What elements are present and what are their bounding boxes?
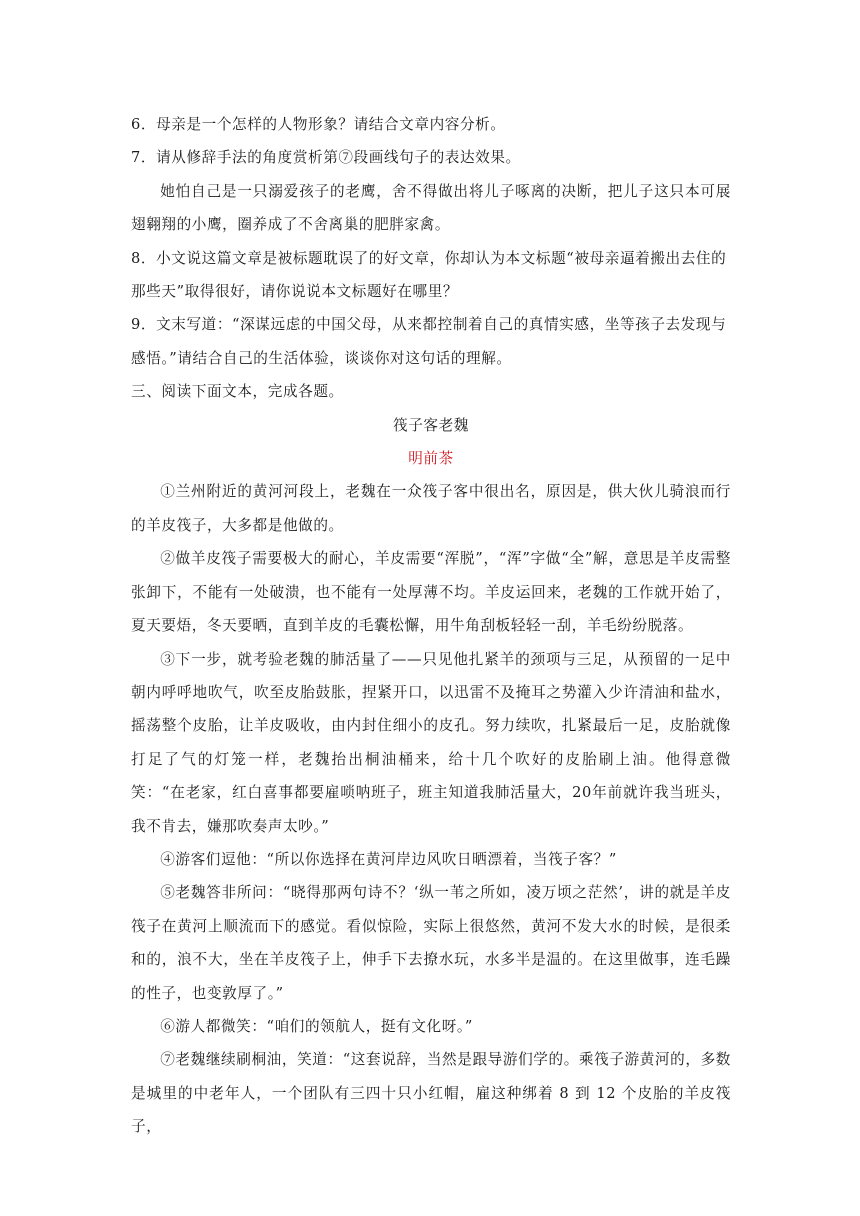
paragraph-3: ③下一步，就考验老魏的肺活量了——只见他扎紧羊的颈项与三足，从预留的一足中朝内呼呼地吹气，吹至皮胎鼓胀，捏紧开口，以迅雷不及掩耳之势灌入少许清油和盐水，摇荡整个皮胎，让羊皮吸收，由内封住细小的皮孔。努力续吹，扎紧最后一足，皮胎就像打足了气的灯笼一样，老魏抬出桐油桶来，给十几个吹好的皮胎刷上油。他得意微笑：“在老家，红白喜事都要雇唢呐班子，班主知道我肺活量大，20年前就许我当班头，我不肯去，嫌那吹奏声太吵。”: [131, 650, 731, 835]
article-author: 明前茶: [408, 450, 454, 468]
paragraph-1: ①兰州附近的黄河河段上，老魏在一众筏子客中很出名，原因是，供大伙儿骑浪而行的羊皮筏子，大多都是他做的。: [131, 483, 731, 534]
article-title: 筏子客老魏: [393, 416, 469, 434]
paragraph-4: ④游客们逗他：“所以你选择在黄河岸边风吹日晒漂着，当筏子客？”: [160, 850, 617, 868]
page-content: [131, 108, 731, 1144]
question-6: 6．母亲是一个怎样的人物形象？请结合文章内容分析。: [131, 116, 506, 133]
paragraph-2: ②做羊皮筏子需要极大的耐心，羊皮需要“浑脱”，“浑”字做“全”解，意思是羊皮需整张卸下，不能有一处破溃，也不能有一处厚薄不均。羊皮运回来，老魏的工作就开始了，夏天要焐，冬天要晒，直到羊皮的毛囊松懈，用牛角刮板轻轻一刮，羊毛纷纷脱落。: [131, 550, 731, 635]
question-7: 7．请从修辞手法的角度赏析第⑦段画线句子的表达效果。: [131, 149, 521, 167]
section-heading: 三、阅读下面文本，完成各题。: [131, 383, 344, 401]
paragraph-5: ⑤老魏答非所问：“晓得那两句诗不？‘纵一苇之所如，凌万顷之茫然’，讲的就是羊皮筏子在黄河上顺流而下的感觉。看似惊险，实际上很悠然，黄河不发大水的时候，是很柔和的，浪不大，坐在羊皮筏子上，伸手下去撩水玩，水多半是温的。在这里做事，连毛躁的性子，也变敦厚了。”: [131, 884, 731, 1002]
question-8: 8．小文说这篇文章是被标题耽误了的好文章，你却认为本文标题“被母亲逼着搬出去住的那些天”取得很好，请你说说本文标题好在哪里？: [131, 249, 727, 301]
question-7-quote: 她怕自己是一只溺爱孩子的老鹰，舍不得做出将儿子啄离的决断，把儿子这只本可展翅翱翔的小鹰，圈养成了不舍离巢的肥胖家禽。: [131, 182, 731, 234]
question-9: 9．文末写道：“深谋远虑的中国父母，从来都控制着自己的真情实感，坐等孩子去发现与感悟。”请结合自己的生活体验，谈谈你对这句话的理解。: [131, 316, 727, 367]
paragraph-6: ⑥游人都微笑：“咱们的领航人，挺有文化呀。”: [160, 1017, 473, 1035]
paragraph-7: ⑦老魏继续刷桐油，笑道：“这套说辞，当然是跟导游们学的。乘筏子游黄河的，多数是城里的中老年人，一个团队有三四十只小红帽，雇这种绑着 8 到 12 个皮胎的羊皮筏子，: [131, 1051, 731, 1136]
